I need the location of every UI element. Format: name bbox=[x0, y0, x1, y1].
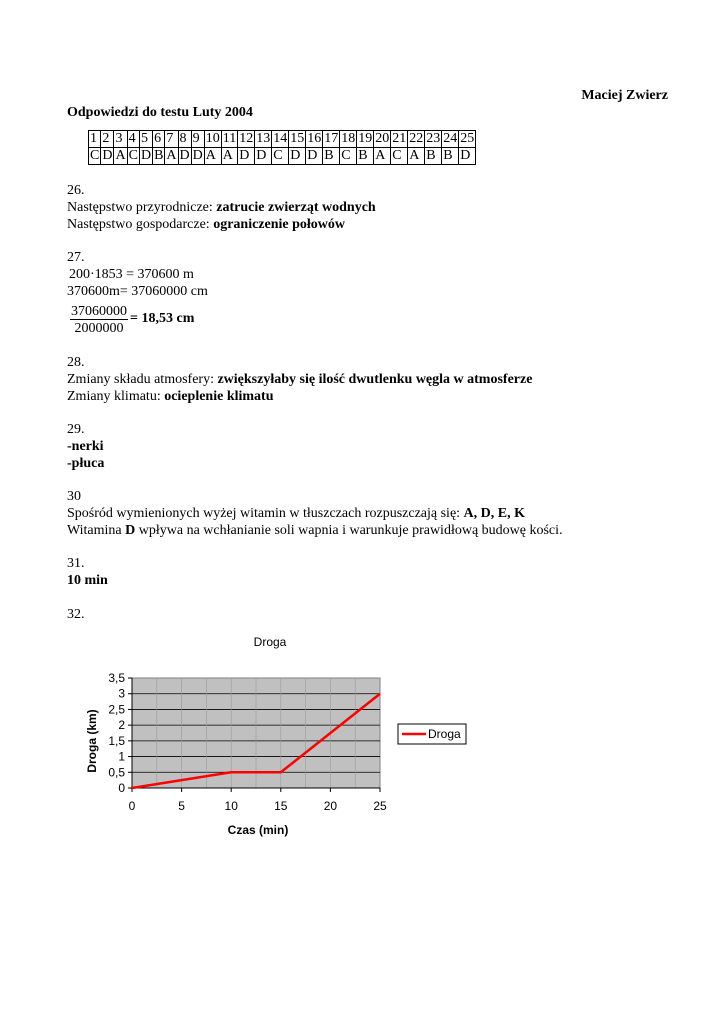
answer-table bbox=[88, 130, 476, 165]
answer-value: -płuca bbox=[67, 456, 105, 471]
answer-table-number-cell: 19 bbox=[358, 131, 373, 146]
answer-value: zatrucie zwierząt wodnych bbox=[216, 200, 376, 215]
answer-table-answer-cell: D bbox=[255, 148, 272, 165]
fraction-numerator: 37060000 bbox=[71, 304, 127, 319]
answer-table-answers-row bbox=[89, 148, 476, 165]
y-tick-label: 0,5 bbox=[108, 765, 125, 780]
answer-table-answer-cell: D bbox=[306, 148, 323, 165]
answer-table-answer-cell: C bbox=[90, 148, 100, 163]
answer-text: wpływa na wchłanianie soli wapnia i warunkuje prawidłową budowę kości. bbox=[135, 523, 563, 538]
y-tick-label: 3 bbox=[118, 686, 125, 701]
answer-table-number-cell: 17 bbox=[324, 131, 339, 146]
answer-table-answer-cell: D bbox=[289, 148, 306, 165]
x-tick-label: 15 bbox=[274, 799, 288, 813]
chart-title: Droga bbox=[253, 635, 287, 649]
answer-table-number-cell: 5 bbox=[139, 131, 152, 148]
answer-table-answer-cell: A bbox=[166, 148, 177, 163]
answer-line bbox=[67, 455, 104, 472]
answer-table-number-cell: 21 bbox=[392, 131, 407, 146]
answer-line bbox=[67, 505, 563, 522]
answer-line bbox=[67, 216, 376, 233]
answer-table-answer-cell: D bbox=[459, 148, 476, 165]
answer-table-answer-cell: A bbox=[204, 148, 221, 165]
x-tick-label: 10 bbox=[224, 799, 238, 813]
answer-label: Następstwo gospodarcze: bbox=[67, 217, 214, 232]
answer-line bbox=[67, 522, 563, 539]
y-tick-label: 3,5 bbox=[108, 671, 125, 685]
answer-table-number-cell: 2 bbox=[101, 131, 114, 148]
answer-table-number-cell: 25 bbox=[460, 131, 475, 146]
answer-table-answer-cell: A bbox=[221, 148, 237, 165]
y-tick-label: 1,5 bbox=[108, 733, 125, 748]
answer-table-answer-cell: B bbox=[425, 148, 442, 165]
question-30 bbox=[67, 488, 563, 539]
answer-label: Następstwo przyrodnicze: bbox=[67, 200, 217, 215]
question-27 bbox=[67, 249, 208, 300]
answer-table-answer-cell: A bbox=[408, 148, 425, 165]
answer-line bbox=[67, 388, 532, 405]
answer-table-answer-cell: D bbox=[179, 148, 190, 163]
answer-table-number-cell: 12 bbox=[239, 131, 254, 146]
fraction-denominator: 2000000 bbox=[74, 321, 124, 336]
question-number: 29. bbox=[67, 422, 85, 437]
answer-table-answer-cell: C bbox=[391, 148, 408, 165]
answer-table-number-cell: 9 bbox=[191, 131, 204, 148]
answer-value: ocieplenie klimatu bbox=[164, 389, 274, 404]
question-number: 27. bbox=[67, 250, 85, 265]
question-26 bbox=[67, 182, 376, 233]
answer-table-answer-cell: A bbox=[115, 148, 126, 163]
answer-table-number-cell: 14 bbox=[273, 131, 288, 146]
answer-table-numbers-row bbox=[89, 131, 476, 148]
answer-table-number-cell: 8 bbox=[178, 131, 191, 148]
answer-table-answer-cell: D bbox=[140, 148, 152, 163]
y-tick-label: 0 bbox=[118, 781, 125, 795]
answer-table-answer-cell: A bbox=[374, 148, 391, 165]
x-tick-label: 25 bbox=[373, 799, 387, 813]
answer-table-number-cell: 4 bbox=[127, 131, 139, 148]
answer-table-answer-cell: B bbox=[357, 148, 374, 165]
answer-value: D bbox=[125, 523, 136, 538]
x-tick-label: 5 bbox=[178, 799, 185, 813]
answer-table-number-cell: 1 bbox=[89, 131, 101, 148]
answer-value: -nerki bbox=[67, 439, 104, 454]
answer-label: Witamina bbox=[67, 523, 126, 538]
question-number: 30 bbox=[67, 489, 81, 504]
y-axis-label: Droga (km) bbox=[85, 709, 99, 773]
answer-label: Zmiany klimatu: bbox=[67, 389, 165, 404]
answer-table-answer-cell: D bbox=[102, 148, 113, 163]
answer-table-answer-cell: C bbox=[128, 148, 138, 163]
calculation-line: 200·1853 = 370600 m bbox=[69, 267, 194, 282]
y-tick-label: 2,5 bbox=[108, 702, 125, 717]
answer-table-number-cell: 23 bbox=[426, 131, 441, 146]
x-tick-label: 20 bbox=[323, 799, 338, 813]
answer-table-number-cell: 10 bbox=[205, 131, 220, 146]
answer-table-number-cell: 3 bbox=[114, 131, 127, 148]
answer-table-answer-cell: B bbox=[323, 148, 340, 165]
answer-table-answer-cell: C bbox=[272, 148, 289, 165]
question-number: 26. bbox=[67, 183, 85, 198]
y-tick-label: 1 bbox=[118, 749, 125, 764]
answer-label: Spośród wymienionych wyżej witamin w tłuszczach rozpuszczają się: bbox=[67, 506, 464, 521]
answer-line bbox=[67, 572, 108, 589]
answer-value: zwiększyłaby się ilość dwutlenku węgla w atmosferze bbox=[217, 372, 533, 387]
page-title: Odpowiedzi do testu Luty 2004 bbox=[67, 105, 253, 120]
calculation-line: 370600m= 37060000 cm bbox=[67, 284, 208, 299]
answer-value: ograniczenie połowów bbox=[213, 217, 346, 232]
answer-table-answer-cell: D bbox=[192, 148, 203, 163]
answer-table-number-cell: 24 bbox=[443, 131, 458, 146]
answer-table-number-cell: 11 bbox=[222, 131, 237, 146]
answer-table-number-cell: 22 bbox=[409, 131, 424, 146]
answer-line bbox=[67, 199, 376, 216]
answer-table-number-cell: 7 bbox=[165, 131, 178, 148]
answer-table-answer-cell: B bbox=[442, 148, 459, 165]
answer-table-number-cell: 13 bbox=[256, 131, 271, 146]
answer-value: A, D, E, K bbox=[463, 506, 525, 521]
fraction-result: = 18,53 cm bbox=[130, 311, 195, 326]
question-number: 28. bbox=[67, 355, 85, 370]
legend-label: Droga bbox=[428, 727, 461, 741]
y-tick-label: 2 bbox=[118, 718, 125, 733]
question-31 bbox=[67, 555, 108, 589]
answer-table-number-cell: 6 bbox=[153, 131, 165, 148]
answer-line bbox=[67, 371, 532, 388]
x-axis-label: Czas (min) bbox=[227, 823, 289, 837]
question-number: 32. bbox=[67, 607, 85, 622]
author-name: Maciej Zwierz bbox=[581, 88, 668, 103]
answer-table-number-cell: 20 bbox=[375, 131, 390, 146]
answer-value: 10 min bbox=[67, 573, 108, 588]
answer-table-number-cell: 16 bbox=[307, 131, 322, 146]
question-28 bbox=[67, 354, 532, 405]
answer-line bbox=[67, 438, 104, 455]
answer-table-number-cell: 15 bbox=[290, 131, 305, 146]
answer-table-answer-cell: D bbox=[238, 148, 255, 165]
answer-table-number-cell: 18 bbox=[341, 131, 356, 146]
answer-label: Zmiany składu atmosfery: bbox=[67, 372, 218, 387]
question-29 bbox=[67, 421, 104, 472]
question-number: 31. bbox=[67, 556, 85, 571]
answer-table-answer-cell: C bbox=[340, 148, 357, 165]
answer-table-answer-cell: B bbox=[154, 148, 164, 163]
distance-chart bbox=[0, 620, 724, 850]
x-tick-label: 0 bbox=[128, 799, 136, 813]
